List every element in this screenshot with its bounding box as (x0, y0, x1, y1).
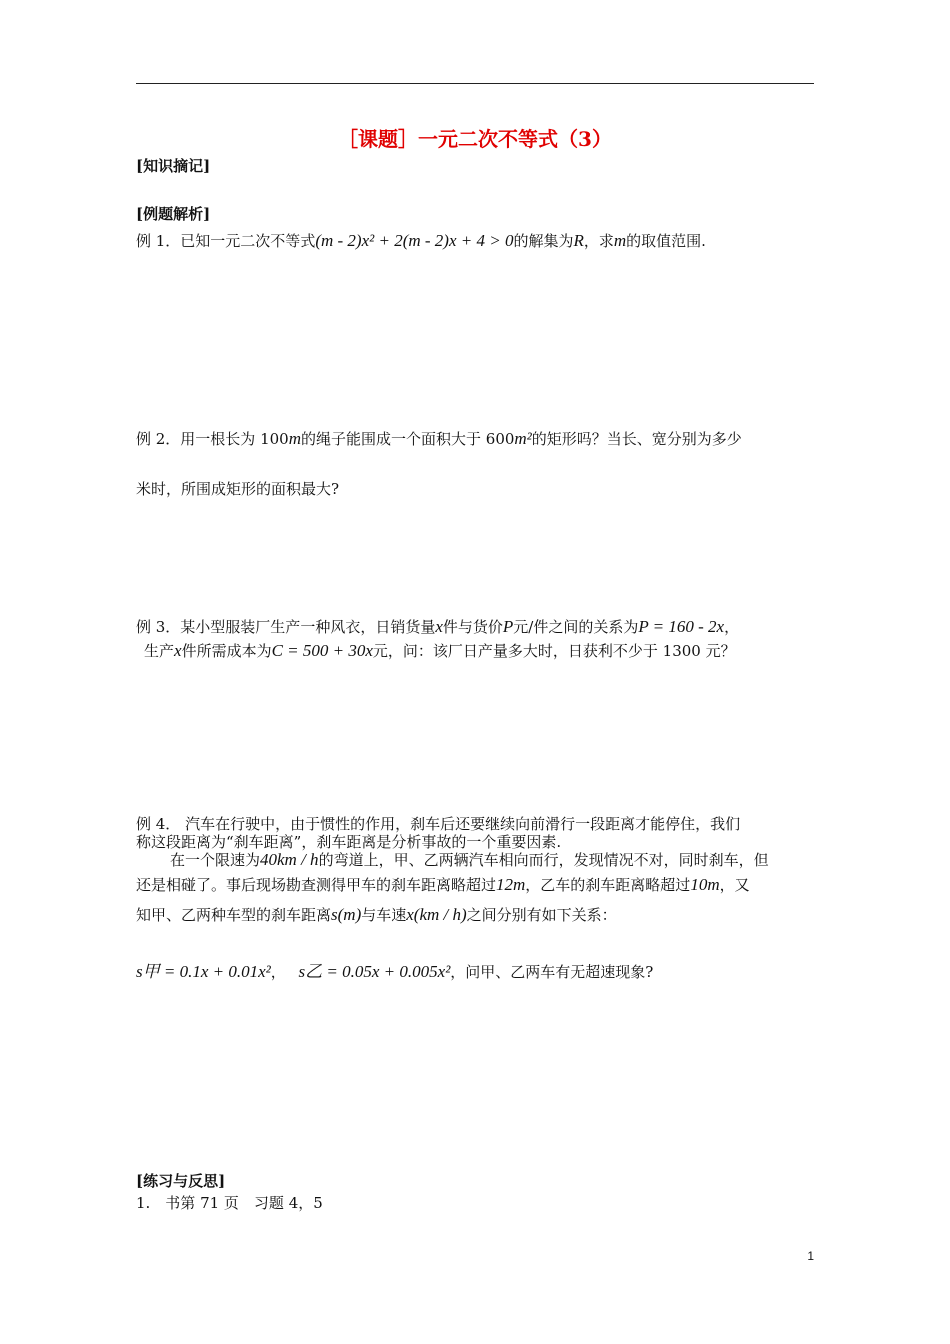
ex2-text-b: 的绳子能围成一个面积大于 600 (301, 430, 515, 448)
ex2-unit-m2: m² (514, 429, 532, 448)
header-rule (136, 83, 814, 84)
ex3-text-f: 件所需成本为 (181, 642, 272, 660)
ex4-text-l5b: 与车速 (361, 906, 407, 924)
example-4-line-3 (170, 849, 769, 870)
ex4-text-l3a: 在一个限速为 (170, 851, 261, 869)
section-practice: [练习与反思] (136, 1172, 226, 1190)
ex4-s-m: s(m) (331, 905, 362, 924)
ex3-price-equation: P = 160 - 2x (638, 617, 725, 636)
ex3-text-d: ， (724, 618, 740, 636)
ex1-text-c: ，求 (583, 232, 614, 250)
page-number: 1 (807, 1249, 814, 1263)
ex4-text-l4b: ，乙车的刹车距离略超过 (525, 876, 691, 894)
ex2-text-a: 例 2．用一根长为 100 (136, 430, 289, 448)
example-2-line-2: 米时，所围成矩形的面积最大? (136, 480, 340, 498)
ex1-text-b: 的解集为 (513, 232, 574, 250)
ex4-formula-jia: s甲 = 0.1x + 0.01x² (136, 962, 271, 981)
example-4-line-4 (136, 874, 750, 895)
ex3-P: P (502, 617, 514, 636)
ex4-text-l5c: 之间分别有如下关系： (466, 906, 617, 924)
example-4-line-2: 称这段距离为“刹车距离”，刹车距离是分析事故的一个重要因素. (136, 833, 562, 851)
example-3-line-2 (144, 640, 736, 661)
ex4-text-l4c: ，又 (719, 876, 750, 894)
ex4-distance-a: 12m (496, 875, 526, 894)
page-title: ［课题］一元二次不等式（3） (338, 127, 612, 151)
ex4-text-l5a: 知甲、乙两种车型的刹车距离 (136, 906, 332, 924)
ex3-cost-equation: C = 500 + 30x (271, 641, 373, 660)
example-3-line-1 (136, 616, 739, 637)
ex4-separator: ， (270, 963, 286, 981)
ex4-text-tail: ，问甲、乙两车有无超速现象? (450, 963, 654, 981)
example-4-line-1: 例 4． 汽车在行驶中，由于惯性的作用，刹车后还要继续向前滑行一段距离才能停住，我们 (136, 815, 741, 833)
ex3-text-e: 生产 (144, 642, 175, 660)
ex1-text-a: 例 1．已知一元二次不等式 (136, 232, 316, 250)
ex1-inequality: (m - 2)x² + 2(m - 2)x + 4 > 0 (315, 231, 514, 250)
ex4-x-kmh: x(km / h) (406, 905, 467, 924)
ex4-distance-b: 10m (690, 875, 720, 894)
ex4-speed-limit: 40km / h (260, 850, 319, 869)
ex3-x2: x (174, 641, 182, 660)
ex4-text-l4a: 还是相碰了。事后现场勘查测得甲车的刹车距离略超过 (136, 876, 497, 894)
ex1-m: m (613, 231, 627, 250)
example-1 (136, 230, 706, 251)
ex2-text-c: 的矩形吗？当长、宽分别为多少 (531, 430, 742, 448)
ex3-text-c: 元/件之间的关系为 (513, 618, 639, 636)
practice-item: 1. 书第 71 页 习题 4，5 (136, 1194, 323, 1212)
example-4-formulas (136, 957, 653, 982)
section-examples: [例题解析] (136, 205, 211, 223)
example-4-line-5 (136, 904, 617, 925)
ex4-formula-yi: s乙 = 0.05x + 0.005x² (298, 962, 451, 981)
section-knowledge: [知识摘记] (136, 157, 211, 175)
ex1-text-d: 的取值范围. (626, 232, 706, 250)
example-2-line-1 (136, 428, 742, 449)
ex3-text-a: 例 3．某小型服装厂生产一种风衣，日销货量 (136, 618, 436, 636)
ex3-text-b: 件与货价 (442, 618, 503, 636)
ex4-text-l3b: 的弯道上，甲、乙两辆汽车相向而行，发现情况不对，同时刹车，但 (318, 851, 769, 869)
ex1-R: R (573, 231, 584, 250)
ex2-unit-m: m (288, 429, 301, 448)
ex3-text-g: 元，问：该厂日产量多大时，日获利不少于 1300 元？ (372, 642, 736, 660)
ex3-x: x (435, 617, 443, 636)
